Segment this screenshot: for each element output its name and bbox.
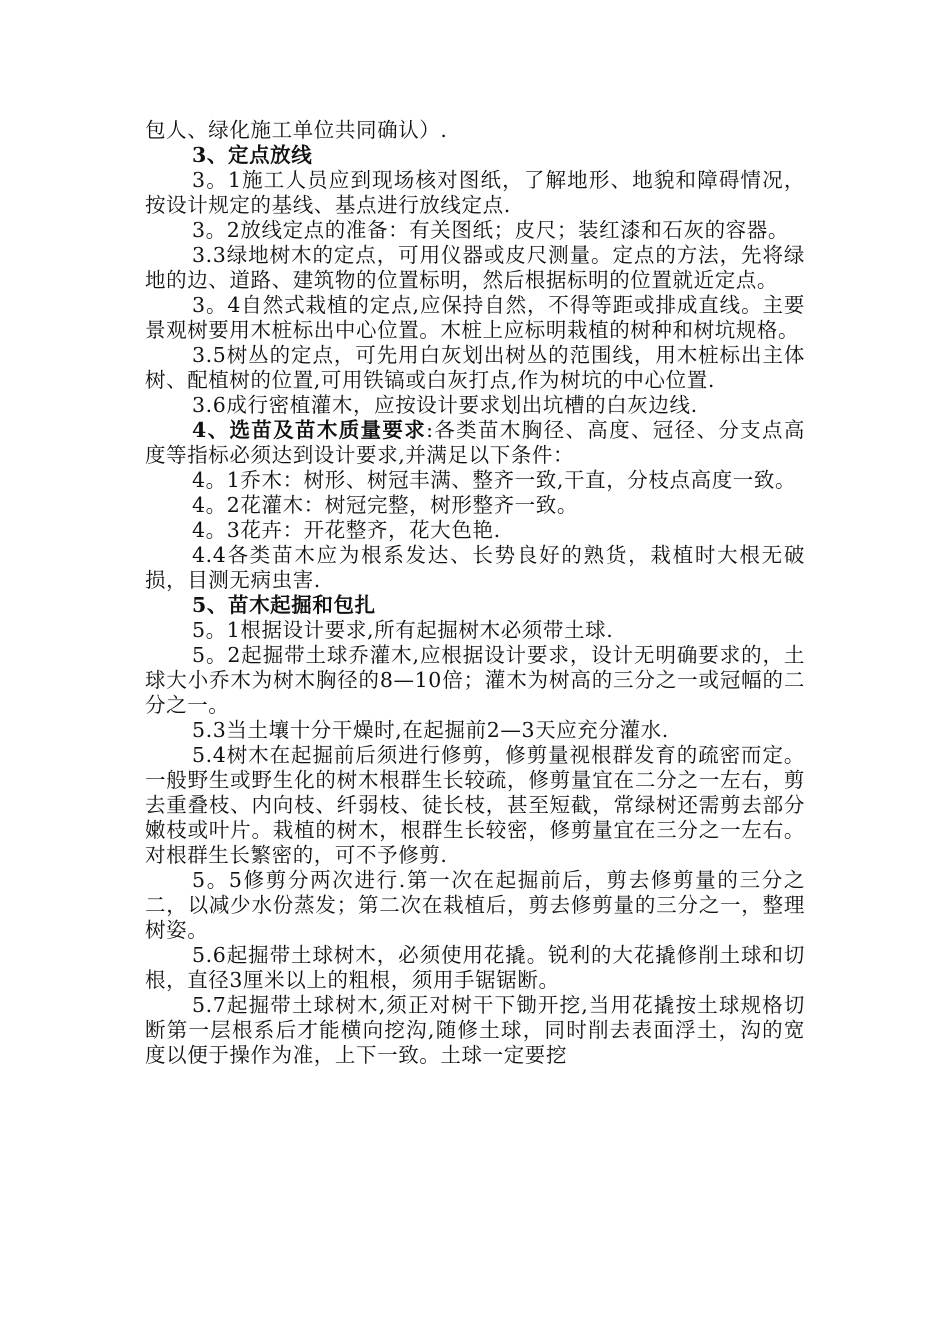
paragraph-5-2 [145, 643, 805, 718]
paragraph-5-7 [145, 993, 805, 1068]
paragraph-3-1 [145, 168, 805, 218]
paragraph-text: 3.3绿地树木的定点，可用仪器或皮尺测量。定点的方法，先将绿地的边、道路、建筑物的位置标明，然后根据标明的位置就近定点。 [145, 243, 805, 292]
heading-text: 4、选苗及苗木质量要求 [192, 418, 427, 442]
paragraph-text: 3。1施工人员应到现场核对图纸，了解地形、地貌和障碍情况，按设计规定的基线、基点进行放线定点. [145, 168, 805, 217]
paragraph-text: 5。2起掘带土球乔灌木,应根据设计要求，设计无明确要求的，土球大小乔木为树木胸径的8—10倍；灌木为树高的三分之一或冠幅的二分之一。 [145, 643, 805, 717]
paragraph-5-1 [145, 618, 805, 643]
paragraph-text: 3.5树丛的定点，可先用白灰划出树丛的范围线，用木桩标出主体树、配植树的位置,可用铁镐或白灰打点,作为树坑的中心位置. [145, 343, 805, 392]
paragraph-text: 5.3当土壤十分干燥时,在起掘前2—3天应充分灌水. [192, 718, 669, 742]
paragraph-text: 包人、绿化施工单位共同确认）. [145, 118, 448, 142]
paragraph-text: :各类苗木胸径、高度、冠径、分支点高度等指标必须达到设计要求,并满足以下条件： [145, 418, 805, 467]
paragraph-3-2 [145, 218, 805, 243]
paragraph-3-5 [145, 343, 805, 393]
paragraph-5-6 [145, 943, 805, 993]
paragraph-text: 4。3花卉：开花整齐，花大色艳. [192, 518, 501, 542]
document-page [145, 118, 805, 1068]
paragraph-5-4 [145, 743, 805, 868]
paragraph-text: 4。1乔木：树形、树冠丰满、整齐一致,干直，分枝点高度一致。 [192, 468, 797, 492]
paragraph-text: 3。4自然式栽植的定点,应保持自然，不得等距或排成直线。主要景观树要用木桩标出中心位置。木桩上应标明栽植的树种和树坑规格。 [145, 293, 805, 342]
paragraph-text: 3。2放线定点的准备：有关图纸；皮尺；装红漆和石灰的容器。 [192, 218, 789, 242]
paragraph-text: 3.6成行密植灌木，应按设计要求划出坑槽的白灰边线. [192, 393, 698, 417]
paragraph-3-6 [145, 393, 805, 418]
paragraph-5-3 [145, 718, 805, 743]
section-heading-5 [145, 593, 805, 618]
section-heading-4 [145, 418, 805, 468]
paragraph-text: 5。1根据设计要求,所有起掘树木必须带土球. [192, 618, 614, 642]
paragraph-4-1 [145, 468, 805, 493]
paragraph-continuation [145, 118, 805, 143]
heading-text: 5、苗木起掘和包扎 [192, 593, 376, 617]
section-heading-3 [145, 143, 805, 168]
paragraph-3-4 [145, 293, 805, 343]
paragraph-text: 4。2花灌木：树冠完整，树形整齐一致。 [192, 493, 578, 517]
paragraph-text: 5.4树木在起掘前后须进行修剪，修剪量视根群发育的疏密而定。一般野生或野生化的树木根群生长较疏，修剪量宜在二分之一左右，剪去重叠枝、内向枝、纤弱枝、徒长枝，甚至短截，常绿树还需剪去部分嫩枝或叶片。栽植的树木，根群生长较密，修剪量宜在三分之一左右。对根群生长繁密的，可不予修剪. [145, 743, 805, 867]
paragraph-text: 5。5修剪分两次进行.第一次在起掘前后，剪去修剪量的三分之二，以减少水份蒸发；第二次在栽植后，剪去修剪量的三分之一，整理树姿。 [145, 868, 805, 942]
paragraph-text: 4.4各类苗木应为根系发达、长势良好的熟货，栽植时大根无破损，目测无病虫害. [145, 543, 805, 592]
paragraph-4-2 [145, 493, 805, 518]
paragraph-text: 5.6起掘带土球树木，必须使用花撬。锐利的大花撬修削土球和切根，直径3厘米以上的粗根，须用手锯锯断。 [145, 943, 805, 992]
paragraph-5-5 [145, 868, 805, 943]
paragraph-3-3 [145, 243, 805, 293]
heading-text: 3、定点放线 [192, 143, 313, 167]
paragraph-4-4 [145, 543, 805, 593]
paragraph-text: 5.7起掘带土球树木,须正对树干下锄开挖,当用花撬按土球规格切断第一层根系后才能横向挖沟,随修土球，同时削去表面浮土，沟的宽度以便于操作为准，上下一致。土球一定要挖 [145, 993, 805, 1067]
paragraph-4-3 [145, 518, 805, 543]
